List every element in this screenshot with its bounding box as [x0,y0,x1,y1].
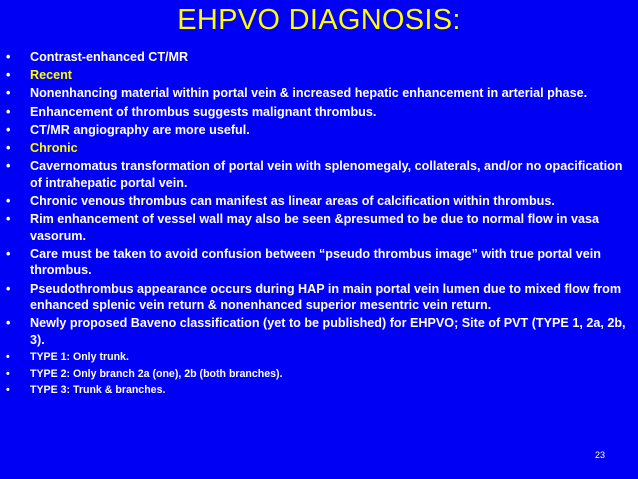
bullet-item [6,193,634,210]
bullet-item [6,104,634,121]
bullet-text: TYPE 1: Only trunk. [30,351,129,364]
bullet-text: Cavernomatus transformation of portal vein with splenomegaly, collaterals, and/or no opacification of intrahepatic portal vein. [30,159,623,190]
bullet-text: Newly proposed Baveno classification (yet to be published) for EHPVO; Site of PVT (TYPE 1, 2a, 2b, 3). [30,316,626,348]
bullet-dot-icon: • [6,367,10,380]
bullet-dot-icon: • [6,212,11,227]
bullet-item [6,211,634,244]
bullet-text: Nonenhancing material within portal vein & increased hepatic enhancement in arterial phase. [30,86,588,101]
bullet-dot-icon: • [6,104,11,119]
bullet-dot-icon: • [6,159,11,174]
bullet-text: Contrast-enhanced CT/MR [30,50,189,64]
bullet-item [6,67,634,84]
bullet-text: Recent [30,68,72,83]
bullet-text: CT/MR angiography are more useful. [30,122,250,137]
bullet-item [6,367,634,381]
bullet-item [6,246,634,279]
bullet-text: Chronic [30,140,78,155]
bullet-text: Chronic venous thrombus can manifest as linear areas of calcification within thrombus. [30,193,555,208]
bullet-text: Care must be taken to avoid confusion between “pseudo thrombus image” with true portal vein thrombus. [30,246,601,278]
bullet-item [6,140,634,157]
bullet-dot-icon: • [6,281,11,296]
bullet-item [6,158,634,191]
bullet-item [6,315,634,348]
bullet-text: Enhancement of thrombus suggests malignant thrombus. [30,104,377,119]
bullet-dot-icon: • [6,246,11,261]
bullet-dot-icon: • [6,193,11,208]
bullet-text: TYPE 2: Only branch 2a (one), 2b (both branches). [30,367,283,380]
bullet-dot-icon: • [6,122,11,137]
bullet-dot-icon: • [6,86,11,101]
bullet-item [6,383,634,397]
bullet-text: Pseudothrombus appearance occurs during HAP in main portal vein lumen due to mixed flow from enhanced splenic vein return & nonenhanced superior mesentric vein return. [30,281,622,313]
bullet-dot-icon: • [6,384,10,396]
bullet-item [6,350,634,364]
bullet-dot-icon: • [6,140,11,155]
bullet-item [6,49,634,66]
bullet-dot-icon: • [6,316,11,331]
bullet-dot-icon: • [6,351,10,364]
bullet-text: TYPE 3: Trunk & branches. [30,384,166,396]
bullet-dot-icon: • [6,68,11,83]
bullet-item [6,122,634,139]
bullet-item [6,281,634,314]
bullet-dot-icon: • [6,50,11,64]
bullet-item [6,85,634,102]
bullet-text: Rim enhancement of vessel wall may also be seen &presumed to be due to normal flow in vasa vasorum. [30,212,599,243]
page-number: 23 [594,450,605,460]
slide-title: EHPVO DIAGNOSIS: [177,4,461,36]
bullet-list [6,49,634,399]
